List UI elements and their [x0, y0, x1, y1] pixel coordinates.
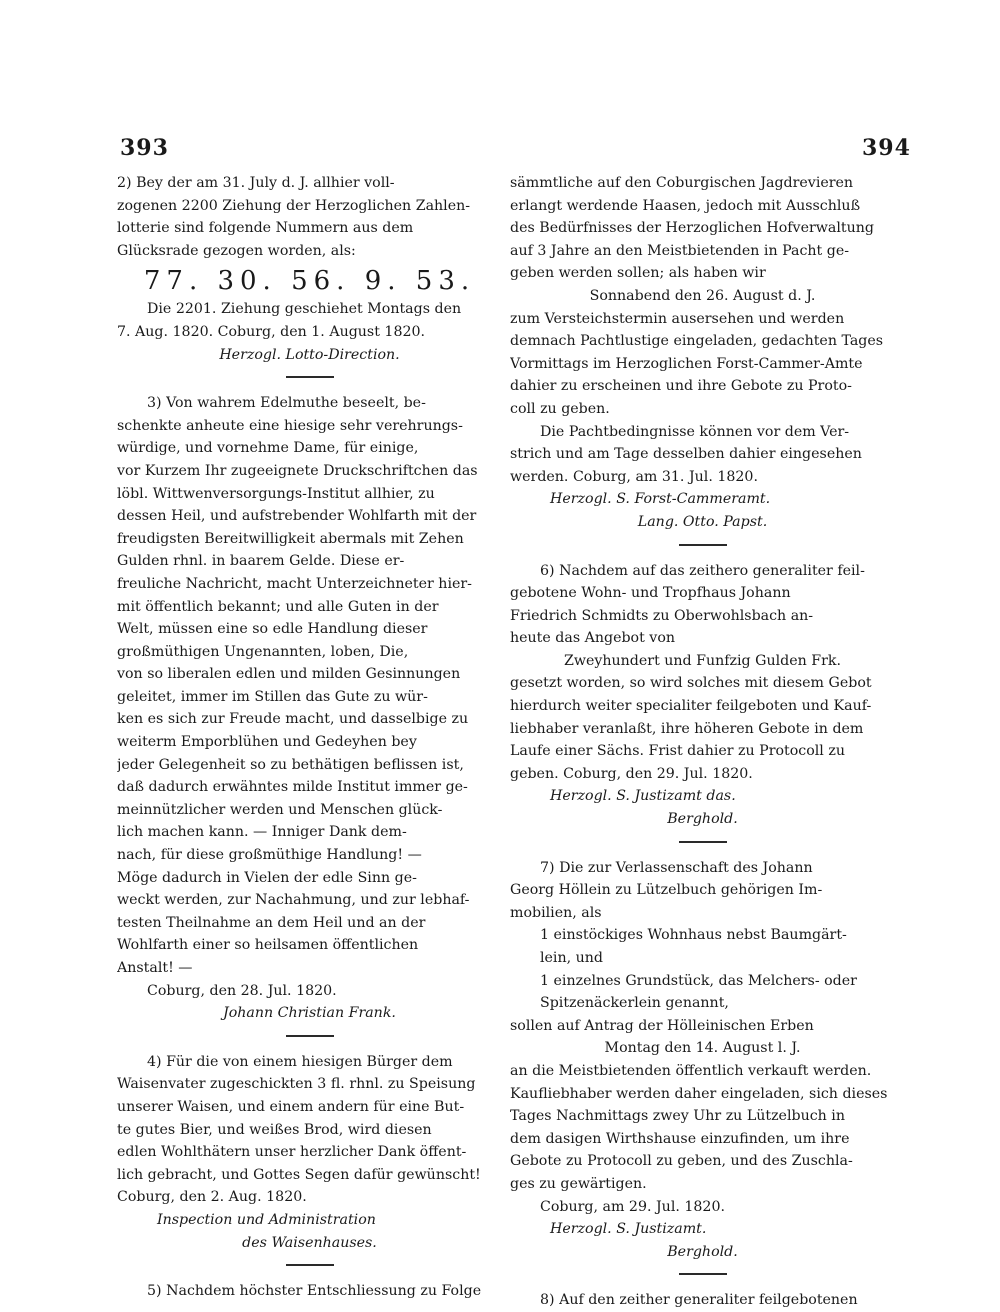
notice-line: hierdurch weiter specialiter feilgeboten und Kauf-	[510, 698, 872, 715]
notice-line: Friedrich Schmidts zu Oberwohlsbach an-	[510, 607, 814, 624]
notice-8-start: 8) Auf den zeither generaliter feilgebotenen	[540, 1292, 858, 1309]
notice-line: Zweyhundert und Funfzig Gulden Frk.	[563, 652, 841, 669]
notice-line: mit öffentlich bekannt; und alle Guten in der	[117, 598, 439, 615]
notice-line: Georg Höllein zu Lützelbuch gehörigen Im-	[510, 882, 823, 899]
notice-line: te gutes Bier, und weißes Brod, wird diesen	[117, 1121, 432, 1138]
notice-signature: Herzogl. S. Forst-Cammeramt.	[550, 491, 771, 508]
notice-line: zogenen 2200 Ziehung der Herzoglichen Zahlen-	[117, 197, 471, 214]
notice-line: 7) Die zur Verlassenschaft des Johann	[540, 859, 813, 876]
notice-2	[117, 172, 502, 366]
notice-line: unserer Waisen, und einem andern für eine But-	[117, 1098, 465, 1115]
notice-line: Möge dadurch in Vielen der edle Sinn ge-	[117, 869, 417, 886]
notice-line: lich gebracht, und Gottes Segen dafür gewünscht!	[117, 1166, 481, 1183]
notice-signature: Herzogl. S. Justizamt.	[550, 1221, 707, 1238]
notice-line: Gulden rhnl. in baarem Gelde. Diese er-	[117, 553, 405, 570]
notice-6	[510, 560, 895, 831]
notice-line: an die Meistbietenden öffentlich verkauft werden.	[510, 1062, 872, 1079]
notice-signature: Herzogl. S. Justizamt das.	[550, 788, 736, 805]
notice-5-start: 5) Nachdem höchster Entschliessung zu Folge	[147, 1283, 482, 1300]
notice-line: Die Pachtbedingnisse können vor dem Ver-	[540, 423, 850, 440]
notice-line: vor Kurzem Ihr zugeeignete Druckschriftchen das	[117, 462, 478, 479]
notice-4	[117, 1051, 502, 1254]
right-column	[510, 172, 895, 1312]
notice-line: gebotene Wohn- und Tropfhaus Johann	[510, 585, 791, 602]
notice-line: daß dadurch erwähntes milde Institut immer ge-	[117, 779, 468, 796]
notice-line: Sonnabend den 26. August d. J.	[589, 287, 816, 304]
page-number-left: 393	[120, 135, 169, 161]
notice-line: erlangt werdende Haasen, jedoch mit Ausschluß	[510, 197, 861, 214]
notice-line: zum Versteichstermin ausersehen und werden	[510, 310, 845, 327]
notice-line: 1 einzelnes Grundstück, das Melchers- oder	[540, 972, 857, 989]
notice-line: großmüthigen Ungenannten, loben, Die,	[117, 643, 409, 660]
notice-line: weiterm Emporblühen und Gedeyhen bey	[117, 734, 417, 751]
notice-line: freudigsten Bereitwilligkeit abermals mit Zehen	[117, 530, 464, 547]
notice-line: Die 2201. Ziehung geschiehet Montags den	[147, 301, 462, 318]
notice-line: sämmtliche auf den Coburgischen Jagdrevieren	[510, 175, 854, 191]
notice-signature: Inspection und Administration	[157, 1211, 376, 1228]
notice-line: werden. Coburg, am 31. Jul. 1820.	[510, 468, 758, 485]
notice-signature: Herzogl. Lotto-Direction.	[219, 346, 400, 363]
notice-line: nach, für diese großmüthige Handlung! —	[117, 847, 422, 864]
notice-line: Anstalt! —	[117, 960, 193, 976]
section-divider	[286, 1264, 334, 1266]
notice-line: dahier zu erscheinen und ihre Gebote zu Proto-	[510, 378, 852, 395]
notice-line: lich machen kann. — Inniger Dank dem-	[117, 824, 407, 841]
notice-date: Coburg, den 28. Jul. 1820.	[147, 982, 337, 999]
notice-line: 4) Für die von einem hiesigen Bürger dem	[147, 1053, 453, 1070]
notice-line: Welt, müssen eine so edle Handlung dieser	[117, 621, 428, 638]
notice-line: geleitet, immer im Stillen das Gute zu wür-	[117, 688, 428, 705]
notice-line: lein, und	[540, 950, 603, 966]
notice-line: auf 3 Jahre an den Meistbietenden in Pacht ge-	[510, 242, 850, 259]
notice-line: freuliche Nachricht, macht Unterzeichneter hier-	[117, 575, 472, 592]
notice-signature: Berghold.	[667, 1243, 738, 1260]
notice-line: 1 einstöckiges Wohnhaus nebst Baumgärt-	[540, 927, 847, 944]
notice-3	[117, 392, 502, 1025]
notice-line: ges zu gewärtigen.	[510, 1175, 647, 1192]
notice-line: edlen Wohlthätern unser herzlicher Dank öffent-	[117, 1144, 467, 1161]
section-divider	[679, 1273, 727, 1275]
notice-line: 2) Bey der am 31. July d. J. allhier voll-	[117, 175, 395, 191]
section-divider	[679, 841, 727, 843]
notice-line: 7. Aug. 1820. Coburg, den 1. August 1820.	[117, 323, 426, 340]
notice-line: Montag den 14. August l. J.	[604, 1040, 801, 1057]
notice-line: von so liberalen edlen und milden Gesinnungen	[117, 666, 461, 683]
notice-line: mobilien, als	[510, 904, 602, 921]
notice-line: heute das Angebot von	[510, 630, 675, 647]
notice-line: Vormittags im Herzoglichen Forst-Cammer-Amte	[510, 355, 863, 372]
page-number-right: 394	[862, 135, 911, 161]
notice-line: demnach Pachtlustige eingeladen, gedachten Tages	[510, 333, 884, 350]
notice-line: Tages Nachmittags zwey Uhr zu Lützelbuch in	[510, 1108, 845, 1125]
notice-line: Spitzenäckerlein genannt,	[540, 995, 729, 1012]
notice-signature: Lang. Otto. Papst.	[637, 513, 768, 530]
notice-line: jeder Gelegenheit so zu bethätigen beflissen ist,	[117, 756, 464, 773]
notice-line: meinnützlicher werden und Menschen glück-	[117, 801, 443, 818]
notice-line: coll zu geben.	[510, 400, 610, 417]
notice-line: liebhaber veranlaßt, ihre höheren Gebote in dem	[510, 720, 864, 737]
notice-line: ken es sich zur Freude macht, und dasselbige zu	[117, 711, 469, 728]
notice-line: Kaufliebhaber werden daher eingeladen, sich dieses	[510, 1085, 888, 1102]
notice-line: dem dasigen Wirthshause einzufinden, um ihre	[510, 1130, 850, 1147]
notice-line: geben. Coburg, den 29. Jul. 1820.	[510, 765, 753, 782]
notice-line: Coburg, den 2. Aug. 1820.	[117, 1189, 307, 1206]
notice-line: testen Theilnahme an dem Heil und an der	[117, 914, 426, 931]
notice-line: löbl. Wittwenversorgungs-Institut allhier, zu	[117, 485, 435, 502]
notice-line: Glücksrade gezogen worden, als:	[117, 242, 356, 259]
notice-line: sollen auf Antrag der Hölleinischen Erben	[510, 1017, 814, 1034]
section-divider	[286, 1035, 334, 1037]
notice-line: des Bedürfnisses der Herzoglichen Hofverwaltung	[510, 220, 874, 237]
notice-line: Laufe einer Sächs. Frist dahier zu Protocoll zu	[510, 743, 845, 760]
section-divider	[679, 544, 727, 546]
notice-line: Coburg, am 29. Jul. 1820.	[540, 1198, 725, 1215]
notice-line: Gebote zu Protocoll zu geben, und des Zuschla-	[510, 1153, 853, 1170]
notice-line: strich und am Tage desselben dahier eingesehen	[510, 446, 862, 463]
lottery-numbers: 77. 30. 56. 9. 53.	[143, 266, 476, 297]
notice-7	[510, 857, 895, 1264]
notice-line: schenkte anheute eine hiesige sehr verehrungs-	[117, 417, 463, 434]
notice-signature: Johann Christian Frank.	[223, 1005, 396, 1022]
notice-line: gesetzt worden, so wird solches mit diesem Gebot	[510, 675, 872, 692]
notice-line: Wohlfarth einer so heilsamen öffentlichen	[117, 937, 419, 954]
notice-line: dessen Heil, und aufstrebender Wohlfarth mit der	[117, 508, 477, 525]
section-divider	[286, 376, 334, 378]
notice-line: geben werden sollen; als haben wir	[510, 265, 766, 282]
notice-line: lotterie sind folgende Nummern aus dem	[117, 220, 414, 237]
notice-line: Waisenvater zugeschickten 3 fl. rhnl. zu Speisung	[117, 1076, 476, 1093]
notice-line: weckt werden, zur Nachahmung, und zur lebhaf-	[117, 892, 470, 909]
notice-line: 6) Nachdem auf das zeithero generaliter feil-	[540, 562, 865, 579]
notice-line: 3) Von wahrem Edelmuthe beseelt, be-	[147, 395, 426, 412]
notice-signature: des Waisenhauses.	[242, 1234, 377, 1251]
notice-signature: Berghold.	[667, 811, 738, 828]
left-column	[117, 172, 502, 1303]
notice-5-continued	[510, 172, 895, 534]
notice-line: würdige, und vornehme Dame, für einige,	[117, 440, 419, 457]
